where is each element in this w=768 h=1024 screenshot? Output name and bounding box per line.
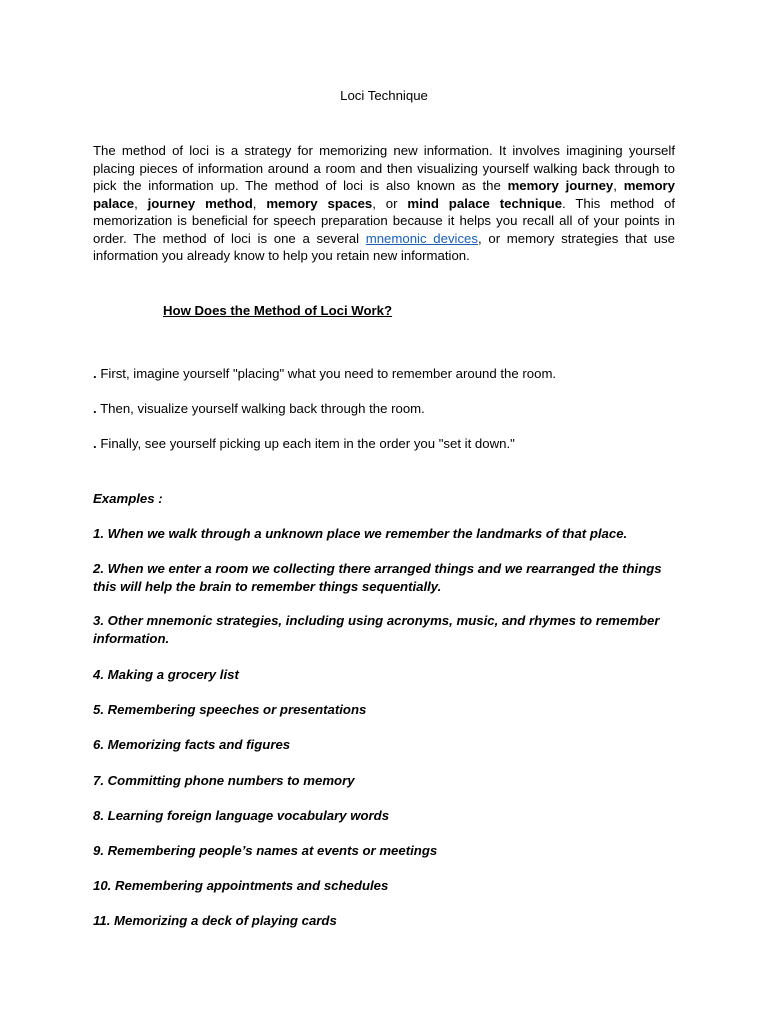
separator: , <box>252 195 267 211</box>
example-item: 11. Memorizing a deck of playing cards <box>93 913 337 928</box>
intro-text-1: The method of loci is a strategy for memorizing new information. It involves imagining yourself placing pieces of information around a room and then visualizing yourself walking back through to pick the information up. The method of loci is also known as the <box>93 143 675 193</box>
example-item: 6. Memorizing facts and figures <box>93 737 291 752</box>
example-item: 5. Remembering speeches or presentations <box>93 702 367 717</box>
example-item: 1. When we walk through a unknown place we remember the landmarks of that place. <box>93 526 628 541</box>
term-journey-method: journey method <box>147 195 253 211</box>
example-item: 2. When we enter a room we collecting there arranged things and we rearranged the things this will help the brain to remember things sequentially. <box>93 561 662 594</box>
intro-text-3: , or memory strategies that use information you already know to help you retain new information. <box>93 230 675 263</box>
term-memory-spaces: memory spaces <box>266 195 373 211</box>
term-memory-palace: memory palace <box>93 178 675 211</box>
separator: , <box>613 178 624 193</box>
separator: , or <box>372 195 408 211</box>
mnemonic-devices-link[interactable]: mnemonic devices <box>365 230 478 246</box>
intro-paragraph <box>93 142 675 265</box>
example-item: 7. Committing phone numbers to memory <box>93 773 355 788</box>
step-bullet: . <box>93 436 97 451</box>
step-item <box>93 435 675 452</box>
intro-text-2: . This method of memorization is beneficial for speech preparation because it helps you recall all of your points in order. The method of loci is one a several <box>93 195 676 246</box>
example-item: 10. Remembering appointments and schedules <box>93 878 389 893</box>
examples-label: Examples : <box>93 491 163 506</box>
document-title: Loci Technique <box>340 88 428 103</box>
step-text: Finally, see yourself picking up each item in the order you "set it down." <box>96 436 515 451</box>
example-item: 3. Other mnemonic strategies, including using acronyms, music, and rhymes to remember information. <box>93 613 660 646</box>
step-bullet: . <box>93 401 97 416</box>
example-item: 8. Learning foreign language vocabulary words <box>93 808 390 823</box>
term-memory-journey: memory journey <box>507 178 614 193</box>
term-mind-palace-technique: mind palace technique <box>407 195 563 211</box>
step-item <box>93 365 675 382</box>
example-item: 9. Remembering people’s names at events or meetings <box>93 843 438 858</box>
separator: , <box>134 195 148 211</box>
step-bullet: . <box>93 366 97 381</box>
step-text: Then, visualize yourself walking back through the room. <box>96 401 425 416</box>
section-heading: How Does the Method of Loci Work? <box>163 303 393 318</box>
step-text: First, imagine yourself "placing" what you need to remember around the room. <box>96 366 557 381</box>
step-item <box>93 400 675 417</box>
example-item: 4. Making a grocery list <box>93 667 239 682</box>
